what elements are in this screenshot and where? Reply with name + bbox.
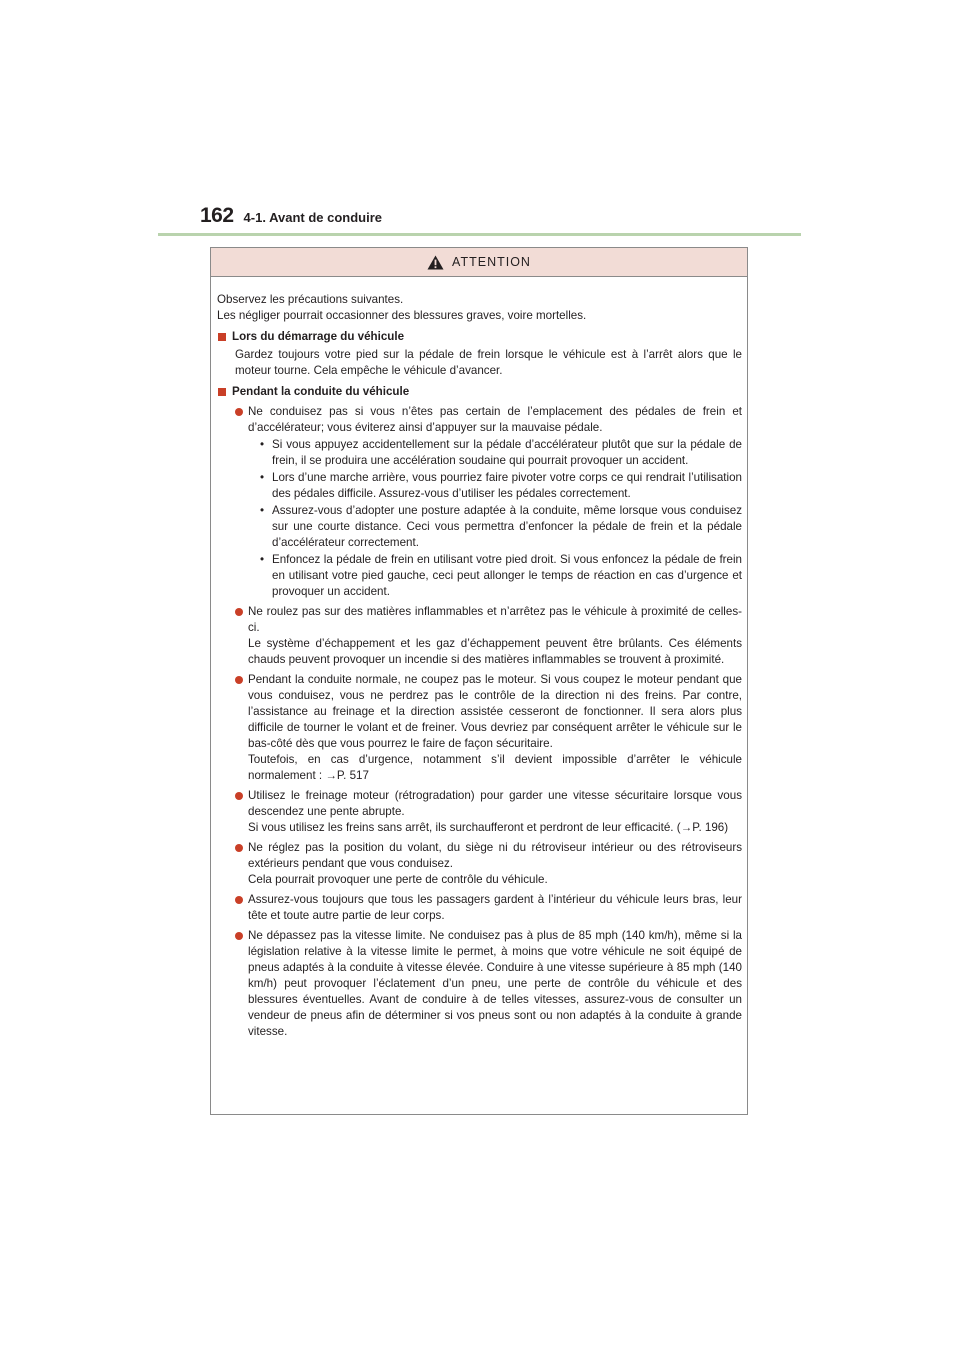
sub-bullet-text: Enfoncez la pédale de frein en utilisant votre pied droit. Si vous enfoncez la pédale de frein en utilisant votre pied gauche, ceci peut allonger le temps de réaction en cas d’urgence et provoquer un accident. bbox=[272, 553, 742, 598]
square-bullet-icon bbox=[218, 388, 226, 396]
section-heading-text: Lors du démarrage du véhicule bbox=[232, 330, 405, 343]
round-bullet-icon bbox=[235, 844, 243, 852]
bullet-text: Ne dépassez pas la vitesse limite. Ne conduisez pas à plus de 85 mph (140 km/h), même si la législation relative à la vitesse limite le permet, à moins que votre véhicule ne soit équipé de pneus adaptés à la conduite à vitesse élevée. Conduire à une vitesse supérieure à 85 mph (140 km/h) peut provoquer l’éclatement d’un pneu, une perte de contrôle du véhicule et des blessures éventuelles. Avant de conduire à de telles vitesses, assurez-vous de consulter un vendeur de pneus afin de déterminer si vos pneus sont ou non adaptés à la conduite à grande vitesse. bbox=[248, 929, 742, 1038]
header-rule bbox=[158, 233, 801, 236]
round-bullet-icon bbox=[235, 676, 243, 684]
bullet-item bbox=[235, 840, 742, 888]
warning-intro bbox=[217, 292, 742, 324]
round-bullet-icon bbox=[235, 932, 243, 940]
intro-line: Observez les précautions suivantes. bbox=[217, 293, 404, 306]
intro-line: Les négliger pourrait occasionner des blessures graves, voire mortelles. bbox=[217, 309, 587, 322]
square-bullet-icon bbox=[218, 333, 226, 341]
bullet-text: Pendant la conduite normale, ne coupez pas le moteur. Si vous coupez le moteur pendant que vous conduisez, vous ne perdrez pas le contrôle de la direction ni des freins. Par contre, l’assistance au freinage et la direction assistée cesseront de fonctionner. Il sera alors plus difficile de tourner le volant et de freiner. Vous devriez par conséquent arrêter le véhicule sur le bas-côté dès que vous pourrez le faire de façon sécuritaire. bbox=[248, 673, 742, 750]
round-bullet-icon bbox=[235, 608, 243, 616]
sub-bullet-item bbox=[250, 437, 742, 469]
round-bullet-icon bbox=[235, 792, 243, 800]
warning-triangle-icon bbox=[427, 255, 444, 270]
section-text: Gardez toujours votre pied sur la pédale de frein lorsque le véhicule est à l’arrêt alors que le moteur tourne. Cela empêche le véhicule d’avancer. bbox=[235, 348, 742, 377]
bullet-text: Le système d’échappement et les gaz d’échappement peuvent être brûlants. Ces éléments chauds peuvent provoquer un incendie si des matières inflammables se trouvent à proximité. bbox=[248, 637, 742, 666]
warning-box bbox=[210, 247, 748, 1115]
sub-bullet-text: Assurez-vous d’adopter une posture adaptée à la conduite, même lorsque vous conduisez sur une courte distance. Ceci vous permettra d’enfoncer la pédale de frein et la pédale d’accélérateur correctement. bbox=[272, 504, 742, 549]
bullet-item bbox=[235, 928, 742, 1040]
section-title: 4-1. Avant de conduire bbox=[243, 210, 383, 225]
bullet-text: Ne réglez pas la position du volant, du siège ni du rétroviseur intérieur ou des rétroviseurs extérieurs pendant que vous conduisez. bbox=[248, 841, 742, 870]
warning-title: ATTENTION bbox=[452, 255, 531, 269]
section-heading-text: Pendant la conduite du véhicule bbox=[232, 385, 410, 398]
warning-body bbox=[211, 277, 747, 1040]
section-heading bbox=[217, 329, 742, 345]
small-dot-icon: • bbox=[260, 471, 265, 484]
sub-bullet-item bbox=[250, 552, 742, 600]
bullet-text: Cela pourrait provoquer une perte de contrôle du véhicule. bbox=[248, 873, 548, 886]
bullet-text: Assurez-vous toujours que tous les passagers gardent à l’intérieur du véhicule leurs bras, leur tête et toute autre partie de leur corps. bbox=[248, 893, 742, 922]
page-number: 162 bbox=[200, 204, 234, 227]
section-heading bbox=[217, 384, 742, 400]
bullet-item bbox=[235, 404, 742, 436]
page-header bbox=[200, 204, 382, 228]
sub-bullet-text: Lors d’une marche arrière, vous pourriez faire pivoter votre corps ce qui rendrait l’utilisation des pédales difficile. Assurez-vous d’utiliser les pédales correctement. bbox=[272, 471, 742, 500]
bullet-text: Si vous utilisez les freins sans arrêt, ils surchaufferont et perdront de leur efficacité. (→P. 196) bbox=[248, 821, 729, 834]
round-bullet-icon bbox=[235, 408, 243, 416]
small-dot-icon: • bbox=[260, 553, 265, 566]
small-dot-icon: • bbox=[260, 438, 265, 451]
bullet-item bbox=[235, 892, 742, 924]
sub-bullet-item bbox=[250, 503, 742, 551]
warning-header bbox=[211, 248, 747, 277]
bullet-text: Utilisez le freinage moteur (rétrogradation) pour garder une vitesse sécuritaire lorsque vous descendez une pente abrupte. bbox=[248, 789, 742, 818]
bullet-item bbox=[235, 672, 742, 784]
small-dot-icon: • bbox=[260, 504, 265, 517]
bullet-text: Toutefois, en cas d’urgence, notamment s’il devient impossible d’arrêter le véhicule normalement : →P. 517 bbox=[248, 753, 742, 782]
sub-bullet-text: Si vous appuyez accidentellement sur la pédale d’accélérateur plutôt que sur la pédale de frein, il se produira une accélération soudaine qui pourrait provoquer un accident. bbox=[272, 438, 742, 467]
bullet-text: Ne roulez pas sur des matières inflammables et n’arrêtez pas le véhicule à proximité de celles-ci. bbox=[248, 605, 742, 634]
bullet-item bbox=[235, 788, 742, 836]
sub-bullet-item bbox=[250, 470, 742, 502]
round-bullet-icon bbox=[235, 896, 243, 904]
bullet-item bbox=[235, 604, 742, 668]
bullet-text: Ne conduisez pas si vous n’êtes pas certain de l’emplacement des pédales de frein et d’accélérateur; vous éviterez ainsi d’appuyer sur la mauvaise pédale. bbox=[248, 405, 742, 434]
